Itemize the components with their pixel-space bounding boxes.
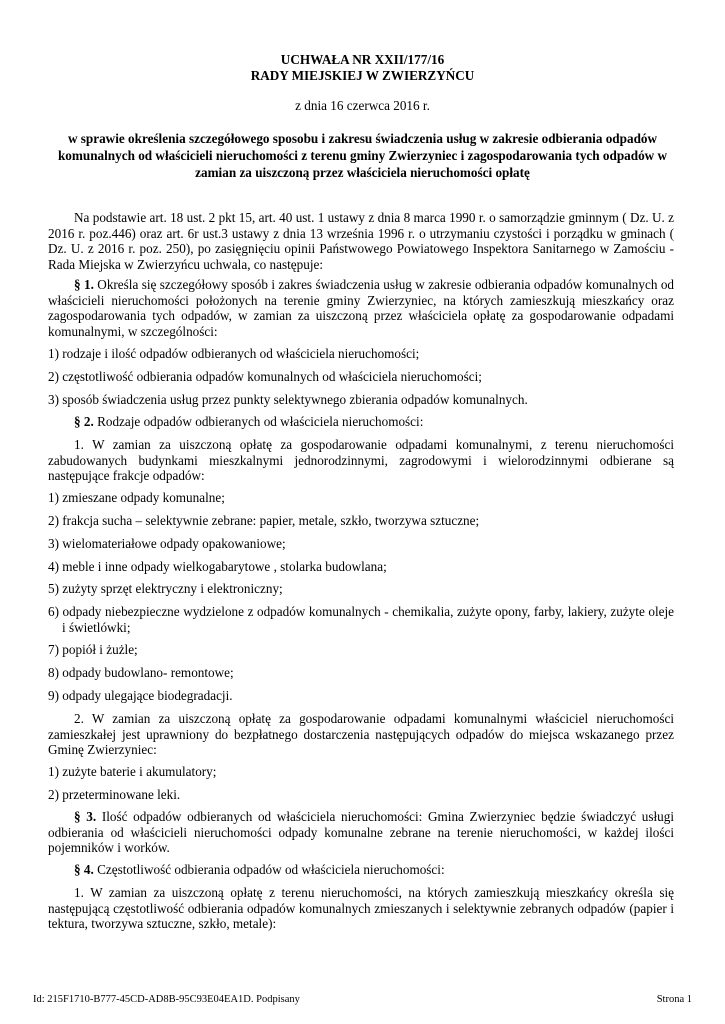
section-2-label: § 2. <box>74 414 94 429</box>
section-4-paragraph-1: 1. W zamian za uiszczoną opłatę z terenu nieruchomości, na których zamieszkują mieszkańcy określa się następującą częstotliwość odbierania odpadów komunalnych zmieszanych i selektywnie zebranych odpadów (papier i tektura, tworzywa sztuczne, szkło, metale): <box>48 885 674 931</box>
section-1 <box>48 277 674 339</box>
section-4 <box>48 862 674 878</box>
document-id: Id: 215F1710-B777-45CD-AD8B-95C93E04EA1D. Podpisany <box>33 994 300 1005</box>
list-item: 4) meble i inne odpady wielkogabarytowe , stolarka budowlana; <box>48 559 387 574</box>
section-2-paragraph-2: 2. W zamian za uiszczoną opłatę za gospodarowanie odpadami komunalnymi właściciel nieruchomości zamieszkałej jest uprawniony do bezpłatnego dostarczenia następujących odpadów do miejsca wskazanego przez Gminę Zwierzyniec: <box>48 711 674 757</box>
subject-line-1: w sprawie określenia szczegółowego sposobu i zakresu świadczenia usług w zakresie odbierania odpadów <box>67 131 658 146</box>
section-4-label: § 4. <box>74 862 94 877</box>
section-2-text: Rodzaje odpadów odbieranych od właściciela nieruchomości: <box>93 414 424 429</box>
list-item: 1) zmieszane odpady komunalne; <box>48 490 225 505</box>
list-item: 3) wielomateriałowe odpady opakowaniowe; <box>48 536 286 551</box>
council-name: RADY MIEJSKIEJ W ZWIERZYŃCU <box>250 68 475 83</box>
list-item: 1) zużyte baterie i akumulatory; <box>48 764 217 779</box>
list-item: 2) przeterminowane leki. <box>48 787 181 802</box>
subject-line-2: komunalnych od właścicieli nieruchomości z terenu gminy Zwierzyniec i zagospodarowania tych odpadów w <box>57 148 668 163</box>
resolution-title: UCHWAŁA NR XXII/177/16 <box>280 52 445 67</box>
section-3 <box>48 809 674 856</box>
section-1-label: § 1. <box>74 277 94 292</box>
list-item: 3) sposób świadczenia usług przez punkty selektywnego zbierania odpadów komunalnych. <box>48 392 528 407</box>
list-item: 5) zużyty sprzęt elektryczny i elektroniczny; <box>48 581 283 596</box>
list-item: 8) odpady budowlano- remontowe; <box>48 665 234 680</box>
list-item: 7) popiół i żużle; <box>48 642 138 657</box>
list-item: 2) częstotliwość odbierania odpadów komunalnych od właściciela nieruchomości; <box>48 369 482 384</box>
page-number: Strona 1 <box>656 994 692 1005</box>
list-item: 1) rodzaje i ilość odpadów odbieranych od właściciela nieruchomości; <box>48 346 420 361</box>
list-item: 6) odpady niebezpieczne wydzielone z odpadów komunalnych - chemikalia, zużyte opony, farby, lakiery, zużyte oleje i świetlówki; <box>48 604 674 635</box>
list-item: 9) odpady ulegające biodegradacji. <box>48 688 233 703</box>
preamble: Na podstawie art. 18 ust. 2 pkt 15, art. 40 ust. 1 ustawy z dnia 8 marca 1990 r. o samorządzie gminnym ( Dz. U. z 2016 r. poz.446) oraz art. 6r ust.3 ustawy z dnia 13 września 1996 r. o utrzymaniu czystości i porządku w gminach ( Dz. U. z 2016 r. poz. 250), po zasięgnięciu opinii Państwowego Powiatowego Inspektora Sanitarnego w Zamościu - Rada Miejska w Zwierzyńcu uchwala, co następuje: <box>48 210 674 272</box>
list-item: 2) frakcja sucha – selektywnie zebrane: papier, metale, szkło, tworzywa sztuczne; <box>48 513 480 528</box>
resolution-date: z dnia 16 czerwca 2016 r. <box>295 98 430 113</box>
section-4-text: Częstotliwość odbierania odpadów od właściciela nieruchomości: <box>93 862 445 877</box>
section-3-label: § 3. <box>74 809 97 824</box>
section-1-text: Określa się szczegółowy sposób i zakres świadczenia usług w zakresie odbierania odpadów komunalnych od właścicieli nieruchomości położonych na terenie gminy Zwierzyniec, na których zamieszkują mieszkańcy oraz zagospodarowania tych odpadów, w zamian za uiszczoną przez właściciela opłatę za gospodarowanie odpadami komunalnymi, w szczególności: <box>48 277 675 339</box>
subject-line-3: zamian za uiszczoną przez właściciela nieruchomości opłatę <box>195 165 530 180</box>
section-2 <box>48 414 674 430</box>
section-2-paragraph-1: 1. W zamian za uiszczoną opłatę za gospodarowanie odpadami komunalnymi, z terenu nieruchomości zabudowanych budynkami mieszkalnymi jednorodzinnymi, zagrodowymi i wielorodzinnymi odbierane są następujące frakcje odpadów: <box>48 437 674 483</box>
section-3-text: Ilość odpadów odbieranych od właściciela nieruchomości: Gmina Zwierzyniec będzie świadczyć usługi odbierania od właścicieli nieruchomości odpady komunalne zebrane na terenie nieruchomości, w każdej ilości pojemników i worków. <box>48 809 675 855</box>
